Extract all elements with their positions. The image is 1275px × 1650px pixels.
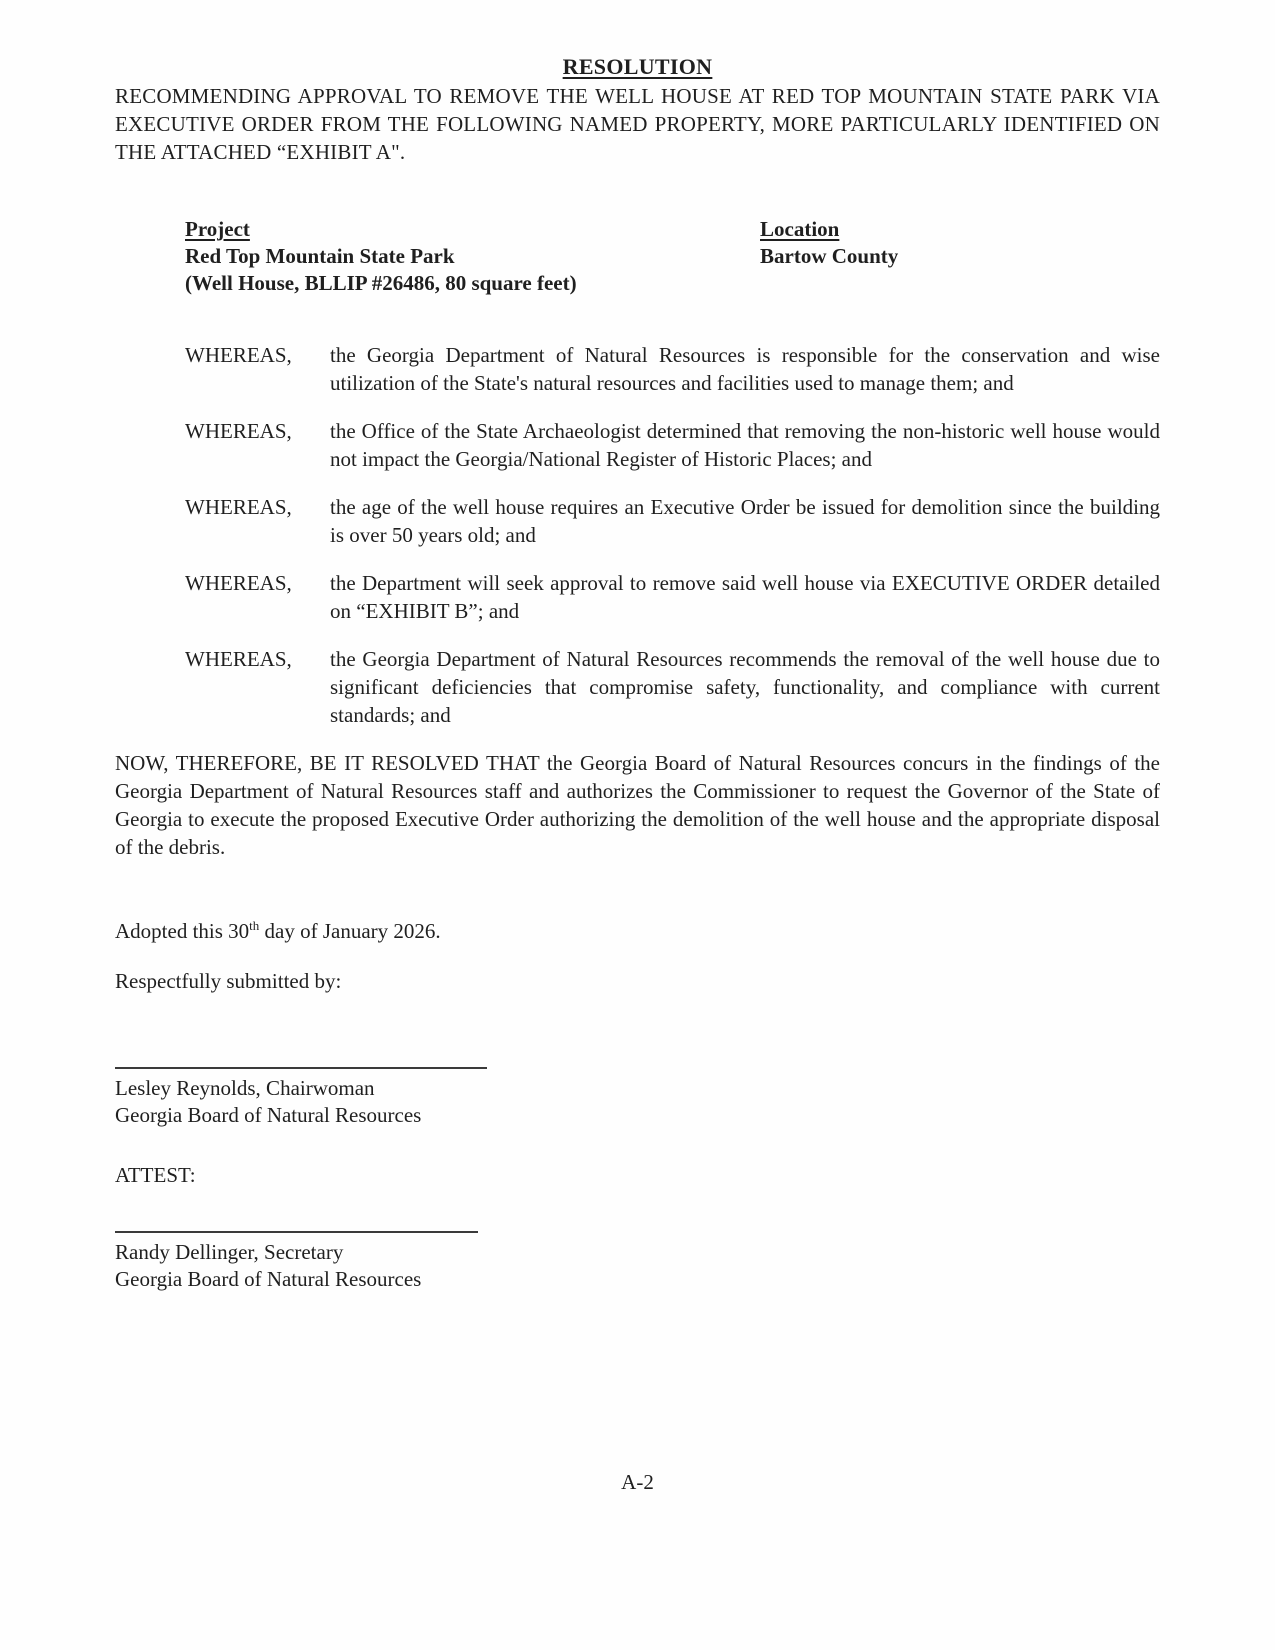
whereas-label: WHEREAS, bbox=[185, 419, 292, 443]
signatory-name: Lesley Reynolds, Chairwoman bbox=[115, 1076, 375, 1100]
whereas-clauses bbox=[115, 341, 1160, 729]
location-block bbox=[760, 216, 1160, 297]
whereas-body: the Department will seek approval to remove said well house via EXECUTIVE ORDER detailed on “EXHIBIT B”; and bbox=[330, 571, 1160, 623]
adoption-date-line bbox=[115, 917, 1160, 945]
attest-label: ATTEST: bbox=[115, 1163, 196, 1187]
whereas-clause-1 bbox=[185, 341, 1160, 397]
signatory-organization: Georgia Board of Natural Resources bbox=[115, 1103, 422, 1127]
signatory-name: Randy Dellinger, Secretary bbox=[115, 1240, 344, 1264]
whereas-clause-2 bbox=[185, 417, 1160, 473]
signature-line bbox=[115, 1231, 478, 1233]
submitted-by-line: Respectfully submitted by: bbox=[115, 969, 342, 993]
whereas-label: WHEREAS, bbox=[185, 571, 292, 595]
signature-block-secretary bbox=[115, 1231, 1160, 1293]
project-detail: (Well House, BLLIP #26486, 80 square feet) bbox=[185, 271, 577, 295]
whereas-label: WHEREAS, bbox=[185, 647, 292, 671]
page-number: A-2 bbox=[621, 1470, 654, 1494]
whereas-body: the Georgia Department of Natural Resources recommends the removal of the well house due to significant deficiencies that compromise safety, functionality, and compliance with current standards; and bbox=[330, 647, 1160, 727]
signature-line bbox=[115, 1067, 487, 1069]
whereas-clause-3 bbox=[185, 493, 1160, 549]
whereas-clause-5 bbox=[185, 645, 1160, 729]
whereas-label: WHEREAS, bbox=[185, 495, 292, 519]
project-name: Red Top Mountain State Park bbox=[185, 244, 455, 268]
adoption-date-pre: Adopted this 30 bbox=[115, 919, 250, 943]
whereas-body: the Georgia Department of Natural Resources is responsible for the conservation and wise utilization of the State's natural resources and facilities used to manage them; and bbox=[330, 343, 1160, 395]
ordinal-superscript: th bbox=[249, 918, 260, 933]
document-header bbox=[115, 52, 1160, 166]
signature-block-chairwoman bbox=[115, 1067, 1160, 1129]
whereas-body: the age of the well house requires an Executive Order be issued for demolition since the building is over 50 years old; and bbox=[330, 495, 1160, 547]
document-title: RESOLUTION bbox=[562, 54, 713, 79]
project-location-section bbox=[185, 216, 1160, 297]
adoption-date-post: day of January 2026. bbox=[259, 919, 441, 943]
whereas-clause-4 bbox=[185, 569, 1160, 625]
location-value: Bartow County bbox=[760, 244, 899, 268]
signatory-organization: Georgia Board of Natural Resources bbox=[115, 1267, 422, 1291]
whereas-label: WHEREAS, bbox=[185, 343, 292, 367]
whereas-body: the Office of the State Archaeologist determined that removing the non-historic well house would not impact the Georgia/National Register of Historic Places; and bbox=[330, 419, 1160, 471]
project-label: Project bbox=[185, 217, 250, 241]
location-label: Location bbox=[760, 217, 840, 241]
document-subtitle: RECOMMENDING APPROVAL TO REMOVE THE WELL HOUSE AT RED TOP MOUNTAIN STATE PARK VIA EXECUTIVE ORDER FROM THE FOLLOWING NAMED PROPERTY, MORE PARTICULARLY IDENTIFIED ON THE ATTACHED “EXHIBIT A". bbox=[115, 84, 1160, 164]
resolution-paragraph: NOW, THEREFORE, BE IT RESOLVED THAT the Georgia Board of Natural Resources concurs in the findings of the Georgia Department of Natural Resources staff and authorizes the Commissioner to request the Governor of the State of Georgia to execute the proposed Executive Order authorizing the demolition of the well house and the appropriate disposal of the debris. bbox=[115, 751, 1160, 859]
project-block bbox=[185, 216, 760, 297]
